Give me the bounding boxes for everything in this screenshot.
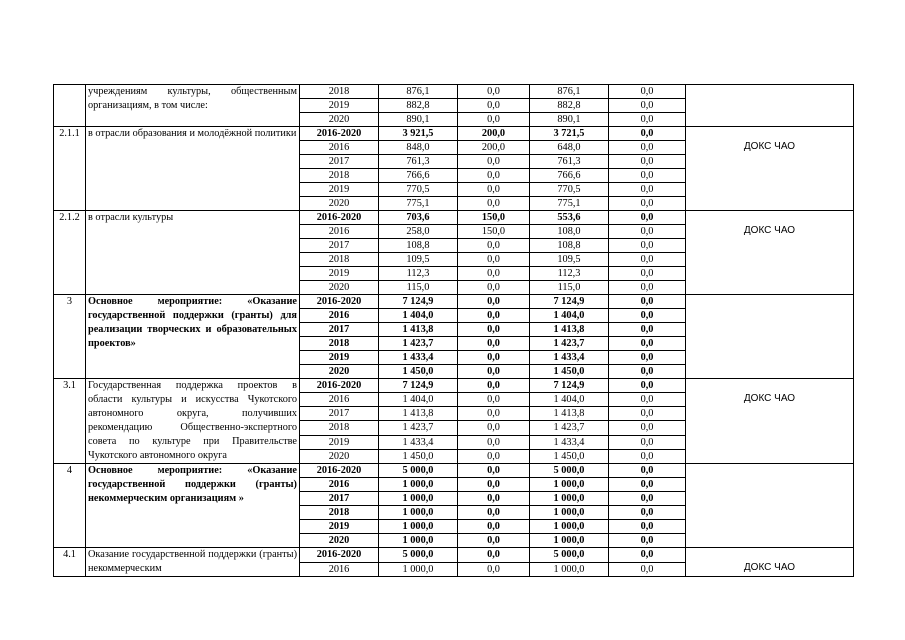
item-description <box>86 127 300 211</box>
federal-cell: 0,0 <box>458 113 530 127</box>
item-description-text: Основное мероприятие: «Оказание государственной поддержки (гранты) для реализации творческих и образовательных проектов» <box>88 296 297 349</box>
regional-cell: 1 423,7 <box>530 337 609 351</box>
responsible-executor: ДОКС ЧАО <box>686 379 854 464</box>
other-cell: 0,0 <box>609 393 686 407</box>
other-cell: 0,0 <box>609 85 686 99</box>
period-cell: 2017 <box>300 323 379 337</box>
federal-cell: 0,0 <box>458 323 530 337</box>
responsible-executor: ДОКС ЧАО <box>686 548 854 577</box>
regional-cell: 876,1 <box>530 85 609 99</box>
regional-cell: 1 450,0 <box>530 449 609 463</box>
period-cell: 2016-2020 <box>300 379 379 393</box>
period-cell: 2016 <box>300 309 379 323</box>
total-cell: 876,1 <box>379 85 458 99</box>
regional-cell: 109,5 <box>530 253 609 267</box>
federal-cell: 0,0 <box>458 506 530 520</box>
period-cell: 2016-2020 <box>300 295 379 309</box>
responsible-executor <box>686 85 854 127</box>
period-cell: 2016-2020 <box>300 127 379 141</box>
period-cell: 2020 <box>300 534 379 548</box>
table-row <box>54 127 854 141</box>
item-description-text: Государственная поддержка проектов в области культуры и искусства Чукотского автономного округа, получивших рекомендацию Общественно-экспертного совета по культуре при Правительстве Чукотского автономного округа <box>88 380 297 461</box>
federal-cell: 0,0 <box>458 155 530 169</box>
period-cell: 2019 <box>300 435 379 449</box>
regional-cell: 1 404,0 <box>530 309 609 323</box>
total-cell: 112,3 <box>379 267 458 281</box>
period-cell: 2016-2020 <box>300 211 379 225</box>
total-cell: 890,1 <box>379 113 458 127</box>
item-description-text: Оказание государственной поддержки (гранты) некоммерческим <box>88 549 297 574</box>
other-cell: 0,0 <box>609 478 686 492</box>
table-row <box>54 548 854 563</box>
federal-cell: 150,0 <box>458 211 530 225</box>
federal-cell: 0,0 <box>458 365 530 379</box>
regional-cell: 108,8 <box>530 239 609 253</box>
item-description <box>86 211 300 295</box>
period-cell: 2018 <box>300 85 379 99</box>
total-cell: 7 124,9 <box>379 379 458 393</box>
other-cell: 0,0 <box>609 407 686 421</box>
total-cell: 108,8 <box>379 239 458 253</box>
other-cell: 0,0 <box>609 239 686 253</box>
regional-cell: 766,6 <box>530 169 609 183</box>
period-cell: 2016 <box>300 141 379 155</box>
table-row <box>54 464 854 478</box>
period-cell: 2019 <box>300 351 379 365</box>
regional-cell: 7 124,9 <box>530 379 609 393</box>
federal-cell: 0,0 <box>458 183 530 197</box>
federal-cell: 0,0 <box>458 520 530 534</box>
other-cell: 0,0 <box>609 141 686 155</box>
federal-cell: 150,0 <box>458 225 530 239</box>
other-cell: 0,0 <box>609 295 686 309</box>
period-cell: 2018 <box>300 506 379 520</box>
federal-cell: 0,0 <box>458 421 530 435</box>
federal-cell: 200,0 <box>458 141 530 155</box>
table-row <box>54 85 854 99</box>
total-cell: 1 423,7 <box>379 421 458 435</box>
total-cell: 1 433,4 <box>379 435 458 449</box>
regional-cell: 1 433,4 <box>530 435 609 449</box>
regional-cell: 1 413,8 <box>530 323 609 337</box>
regional-cell: 1 000,0 <box>530 520 609 534</box>
period-cell: 2020 <box>300 449 379 463</box>
period-cell: 2019 <box>300 183 379 197</box>
other-cell: 0,0 <box>609 309 686 323</box>
period-cell: 2019 <box>300 267 379 281</box>
item-number <box>54 85 86 127</box>
total-cell: 1 404,0 <box>379 309 458 323</box>
federal-cell: 200,0 <box>458 127 530 141</box>
item-number: 2.1.1 <box>54 127 86 211</box>
total-cell: 1 450,0 <box>379 365 458 379</box>
regional-cell: 553,6 <box>530 211 609 225</box>
total-cell: 115,0 <box>379 281 458 295</box>
total-cell: 882,8 <box>379 99 458 113</box>
federal-cell: 0,0 <box>458 169 530 183</box>
total-cell: 1 433,4 <box>379 351 458 365</box>
federal-cell: 0,0 <box>458 562 530 577</box>
period-cell: 2020 <box>300 281 379 295</box>
period-cell: 2017 <box>300 239 379 253</box>
federal-cell: 0,0 <box>458 478 530 492</box>
federal-cell: 0,0 <box>458 197 530 211</box>
regional-cell: 5 000,0 <box>530 464 609 478</box>
regional-cell: 108,0 <box>530 225 609 239</box>
total-cell: 761,3 <box>379 155 458 169</box>
other-cell: 0,0 <box>609 225 686 239</box>
federal-cell: 0,0 <box>458 267 530 281</box>
other-cell: 0,0 <box>609 506 686 520</box>
other-cell: 0,0 <box>609 464 686 478</box>
item-number: 4.1 <box>54 548 86 577</box>
period-cell: 2020 <box>300 365 379 379</box>
other-cell: 0,0 <box>609 211 686 225</box>
regional-cell: 1 423,7 <box>530 421 609 435</box>
regional-cell: 770,5 <box>530 183 609 197</box>
federal-cell: 0,0 <box>458 351 530 365</box>
other-cell: 0,0 <box>609 435 686 449</box>
regional-cell: 1 000,0 <box>530 478 609 492</box>
period-cell: 2018 <box>300 421 379 435</box>
total-cell: 109,5 <box>379 253 458 267</box>
total-cell: 1 000,0 <box>379 562 458 577</box>
item-description <box>86 464 300 548</box>
total-cell: 1 413,8 <box>379 407 458 421</box>
federal-cell: 0,0 <box>458 379 530 393</box>
total-cell: 1 000,0 <box>379 534 458 548</box>
period-cell: 2018 <box>300 169 379 183</box>
other-cell: 0,0 <box>609 197 686 211</box>
federal-cell: 0,0 <box>458 99 530 113</box>
responsible-executor: ДОКС ЧАО <box>686 211 854 295</box>
other-cell: 0,0 <box>609 520 686 534</box>
table-row <box>54 211 854 225</box>
federal-cell: 0,0 <box>458 492 530 506</box>
period-cell: 2020 <box>300 113 379 127</box>
federal-cell: 0,0 <box>458 393 530 407</box>
other-cell: 0,0 <box>609 365 686 379</box>
regional-cell: 1 000,0 <box>530 562 609 577</box>
table-row <box>54 295 854 309</box>
other-cell: 0,0 <box>609 183 686 197</box>
federal-cell: 0,0 <box>458 253 530 267</box>
period-cell: 2017 <box>300 155 379 169</box>
regional-cell: 1 000,0 <box>530 534 609 548</box>
period-cell: 2016-2020 <box>300 464 379 478</box>
other-cell: 0,0 <box>609 99 686 113</box>
total-cell: 766,6 <box>379 169 458 183</box>
total-cell: 7 124,9 <box>379 295 458 309</box>
other-cell: 0,0 <box>609 421 686 435</box>
total-cell: 258,0 <box>379 225 458 239</box>
item-description <box>86 379 300 464</box>
item-description-text: в отрасли культуры <box>88 212 174 223</box>
other-cell: 0,0 <box>609 113 686 127</box>
other-cell: 0,0 <box>609 351 686 365</box>
period-cell: 2018 <box>300 253 379 267</box>
other-cell: 0,0 <box>609 492 686 506</box>
item-description-text: в отрасли образования и молодёжной политики <box>88 128 297 139</box>
federal-cell: 0,0 <box>458 85 530 99</box>
total-cell: 848,0 <box>379 141 458 155</box>
federal-cell: 0,0 <box>458 281 530 295</box>
regional-cell: 648,0 <box>530 141 609 155</box>
period-cell: 2018 <box>300 337 379 351</box>
total-cell: 1 000,0 <box>379 492 458 506</box>
period-cell: 2017 <box>300 407 379 421</box>
federal-cell: 0,0 <box>458 239 530 253</box>
regional-cell: 882,8 <box>530 99 609 113</box>
other-cell: 0,0 <box>609 253 686 267</box>
period-cell: 2019 <box>300 520 379 534</box>
regional-cell: 112,3 <box>530 267 609 281</box>
other-cell: 0,0 <box>609 155 686 169</box>
item-description-text: учреждениям культуры, общественным организациям, в том числе: <box>88 86 297 111</box>
federal-cell: 0,0 <box>458 309 530 323</box>
other-cell: 0,0 <box>609 337 686 351</box>
regional-cell: 1 404,0 <box>530 393 609 407</box>
table-row <box>54 379 854 393</box>
regional-cell: 761,3 <box>530 155 609 169</box>
regional-cell: 1 000,0 <box>530 492 609 506</box>
federal-cell: 0,0 <box>458 548 530 563</box>
regional-cell: 775,1 <box>530 197 609 211</box>
period-cell: 2016 <box>300 225 379 239</box>
federal-cell: 0,0 <box>458 407 530 421</box>
federal-cell: 0,0 <box>458 295 530 309</box>
regional-cell: 115,0 <box>530 281 609 295</box>
total-cell: 1 423,7 <box>379 337 458 351</box>
regional-cell: 3 721,5 <box>530 127 609 141</box>
responsible-executor <box>686 464 854 548</box>
period-cell: 2020 <box>300 197 379 211</box>
item-number: 3.1 <box>54 379 86 464</box>
other-cell: 0,0 <box>609 267 686 281</box>
funding-table-body <box>54 85 854 577</box>
period-cell: 2016 <box>300 393 379 407</box>
period-cell: 2017 <box>300 492 379 506</box>
total-cell: 1 000,0 <box>379 506 458 520</box>
total-cell: 1 450,0 <box>379 449 458 463</box>
item-number: 2.1.2 <box>54 211 86 295</box>
federal-cell: 0,0 <box>458 449 530 463</box>
federal-cell: 0,0 <box>458 337 530 351</box>
period-cell: 2016 <box>300 562 379 577</box>
regional-cell: 1 000,0 <box>530 506 609 520</box>
total-cell: 703,6 <box>379 211 458 225</box>
funding-table <box>53 84 854 577</box>
item-number: 4 <box>54 464 86 548</box>
total-cell: 1 000,0 <box>379 520 458 534</box>
regional-cell: 5 000,0 <box>530 548 609 563</box>
regional-cell: 890,1 <box>530 113 609 127</box>
other-cell: 0,0 <box>609 562 686 577</box>
total-cell: 1 413,8 <box>379 323 458 337</box>
total-cell: 5 000,0 <box>379 548 458 563</box>
federal-cell: 0,0 <box>458 534 530 548</box>
item-description <box>86 548 300 577</box>
period-cell: 2019 <box>300 99 379 113</box>
federal-cell: 0,0 <box>458 464 530 478</box>
item-number: 3 <box>54 295 86 379</box>
total-cell: 1 404,0 <box>379 393 458 407</box>
responsible-executor: ДОКС ЧАО <box>686 127 854 211</box>
period-cell: 2016-2020 <box>300 548 379 563</box>
other-cell: 0,0 <box>609 127 686 141</box>
other-cell: 0,0 <box>609 449 686 463</box>
total-cell: 1 000,0 <box>379 478 458 492</box>
item-description-text: Основное мероприятие: «Оказание государственной поддержки (гранты) некоммерческим организациям » <box>88 465 297 504</box>
total-cell: 775,1 <box>379 197 458 211</box>
other-cell: 0,0 <box>609 548 686 563</box>
regional-cell: 1 413,8 <box>530 407 609 421</box>
other-cell: 0,0 <box>609 281 686 295</box>
other-cell: 0,0 <box>609 379 686 393</box>
regional-cell: 1 433,4 <box>530 351 609 365</box>
federal-cell: 0,0 <box>458 435 530 449</box>
period-cell: 2016 <box>300 478 379 492</box>
other-cell: 0,0 <box>609 534 686 548</box>
total-cell: 5 000,0 <box>379 464 458 478</box>
regional-cell: 1 450,0 <box>530 365 609 379</box>
responsible-executor <box>686 295 854 379</box>
other-cell: 0,0 <box>609 169 686 183</box>
regional-cell: 7 124,9 <box>530 295 609 309</box>
total-cell: 3 921,5 <box>379 127 458 141</box>
other-cell: 0,0 <box>609 323 686 337</box>
total-cell: 770,5 <box>379 183 458 197</box>
item-description <box>86 295 300 379</box>
item-description <box>86 85 300 127</box>
